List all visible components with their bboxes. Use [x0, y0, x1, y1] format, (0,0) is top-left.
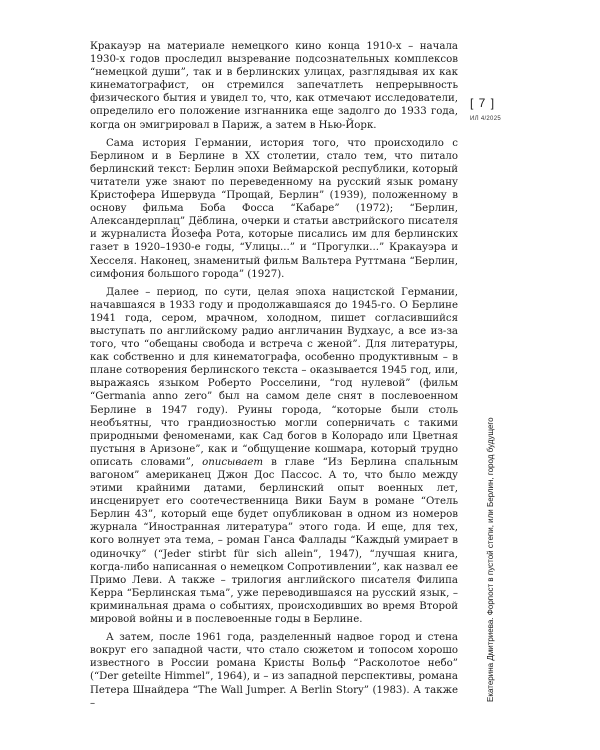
page-number-value: 7	[478, 96, 487, 110]
running-head: Екатерина Дмитриева. Форпост в пустой степи, или Берлин, город будущего	[486, 417, 495, 702]
paragraph-3	[90, 286, 458, 626]
paragraph-4: А затем, после 1961 года, разделенный надвое город и стена вокруг его западной части, что стало сюжетом и топосом хорошо известного в России романа Кристы Вольф “Расколотое небо” (“Der geteilte Himmel”, 1964), и – из западной перспективы, романа Петера Шнайдера “The Wall Jumper. A Berlin Story” (1983). А также –	[90, 632, 458, 709]
paragraph-3-part-b: в главе “Из Берлина спальным вагоном” американец Джон Дос Пассос. А то, что было между этими крайними датами, берлинский опыт военных лет, инсценирует его соотечественница Вики Баум в романе “Отель Берлин 43”, который еще будет опубликован в одном из номеров журнала “Иностранная литература” этого года. И еще, для тех, кого волнует эта тема, – роман Ганса Фаллады “Каждый умирает в одиночку” (“Jeder stirbt für sich allein”, 1947), “лучшая книга, когда-либо написанная о немецком Сопротивлении”, как назвал ее Примо Леви. А также – трилогия английского писателя Филипа Керра “Берлинская тьма”, уже переводившаяся на русский язык, – криминальная драма о событиях, происходивших во время Второй мировой войны и в послевоенные годы в Берлине.	[90, 456, 458, 626]
paragraph-2: Сама история Германии, история того, что происходило с Берлином и в Берлине в XX столетии, стало тем, что питало берлинский текст: Берлин эпохи Веймарской республики, который читатели уже знают по переведенному на русский язык роману Кристофера Ишервуда “Прощай, Берлин” (1939), положенному в основу фильма Боба Фосса “Кабаре” (1972); “Берлин, Александерплац” Дёблина, очерки и статьи австрийского писателя и журналиста Йозефа Рота, которые писались им для берлинских газет в 1920–1930-е годы, “Улицы...” и “Прогулки...” Кракауэра и Хесселя. Наконец, знаменитый фильм Вальтера Руттмана “Берлин, симфония большого города” (1927).	[90, 137, 458, 280]
issue-label: ИЛ 4/2025	[470, 116, 501, 122]
page-number	[470, 96, 495, 110]
page-number-open-bracket: [	[470, 96, 479, 110]
paragraph-3-emphasis: описывает	[202, 456, 264, 468]
page-number-close-bracket: ]	[486, 96, 496, 110]
paragraph-3-part-a: Далее – период, по сути, целая эпоха нацистской Германии, начавшаяся в 1933 году и продолжавшаяся до 1945-го. О Берлине 1941 года, сером, мрачном, холодном, пишет согласившийся выступать по английскому радио англичанин Вудхаус, а все из-за того, что “обещаны свобода и встреча с женой”. Для литературы, как собственно и для кинематографа, особенно продуктивным – в плане сотворения берлинского текста – оказывается 1945 год, или, выражаясь языком Роберто Росселини, “год нулевой” (фильм “Germania anno zero” был на самом деле снят в послевоенном Берлине в 1947 году). Руины города, “которые были столь необъятны, что грандиозностью могли соперничать с такими природными феноменами, как Сад богов в Колорадо или Цветная пустыня в Аризоне”, как и “общущение кошмара, который трудно описать словами”,	[90, 286, 458, 468]
paragraph-1: Кракауэр на материале немецкого кино конца 1910-х – начала 1930-х годов проследил вызревание подсознательных комплексов “немецкой души”, так и в берлинских улицах, разглядывая их как кинематографист, он стремился запечатлеть непрерывность физического бытия и увидел то, что, как отмечают исследователи, определило его положение изгнанника еще задолго до 1933 года, когда он эмигрировал в Париж, а затем в Нью-Йорк.	[90, 41, 458, 131]
article-body	[90, 40, 458, 710]
